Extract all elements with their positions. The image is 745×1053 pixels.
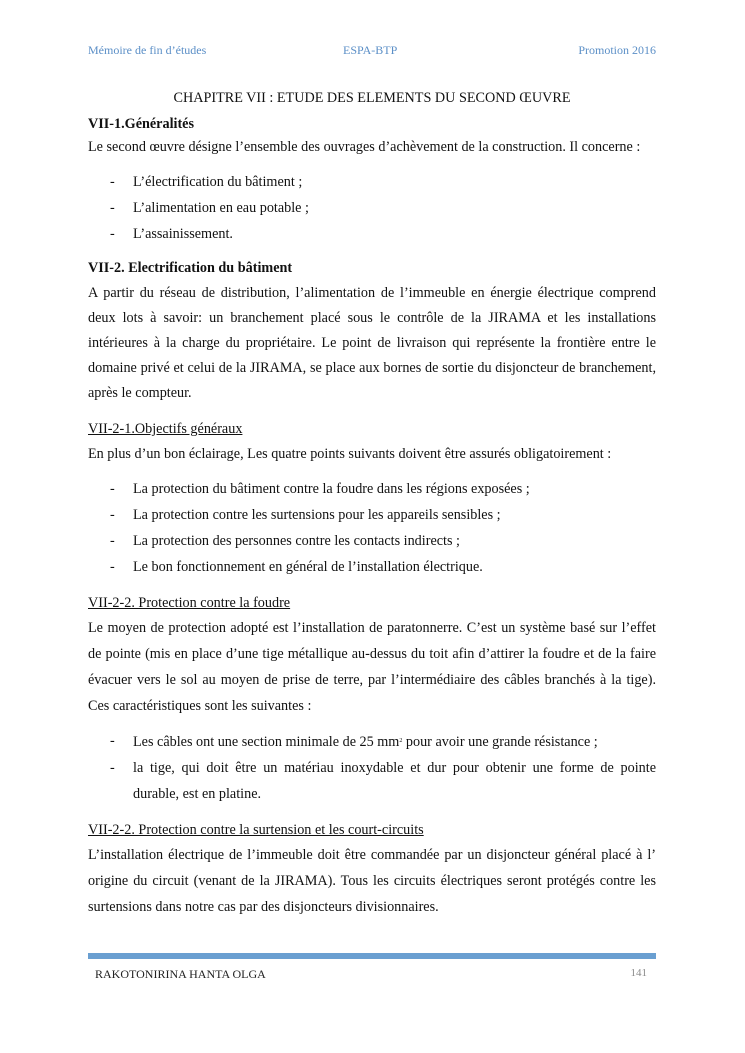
list-item: - L’assainissement. <box>88 221 656 247</box>
dash-bullet: - <box>110 507 115 523</box>
dash-bullet: - <box>110 481 115 497</box>
header-left-text: Mémoire de fin d’études <box>88 43 207 57</box>
superscript-2: 2 <box>399 738 403 744</box>
list-item: - Le bon fonctionnement en général de l’installation électrique. <box>88 554 656 580</box>
dash-bullet: - <box>110 760 115 776</box>
paragraph-foudre: Le moyen de protection adopté est l’installation de paratonnerre. C’est un système basé sur l’effet de pointe (mis en place d’une tige métallique au-dessus du toit afin d’attirer la foudre et de la faire évacuer vers le sol au moyen de prise de terre, par l’intermédiaire des câbles branchés à la tige). Ces caractéristiques sont les suivantes : <box>88 620 656 714</box>
subsection-title-objectifs: VII-2-1.Objectifs généraux <box>88 421 243 437</box>
footer-divider <box>88 953 656 959</box>
paragraph-electrification: A partir du réseau de distribution, l’alimentation de l’immeuble en énergie électrique comprend deux lots à savoir: un branchement placé sous le contrôle de la JIRAMA et les installations intérieures à la charge du propriétaire. Le point de livraison qui représente la frontière entre le domaine privé et celui de la JIRAMA, se place aux bornes de sortie du disjoncteur de branchement, après le compteur. <box>88 285 656 401</box>
section-title-electrification: VII-2. Electrification du bâtiment <box>88 260 293 276</box>
header-right-text: Promotion 2016 <box>578 43 656 57</box>
footer-author: RAKOTONIRINA HANTA OLGA <box>95 967 266 981</box>
header-center-text: ESPA-BTP <box>343 43 398 57</box>
list-item: - L’alimentation en eau potable ; <box>88 195 656 221</box>
dash-bullet: - <box>110 559 115 575</box>
paragraph-generalites: Le second œuvre désigne l’ensemble des ouvrages d’achèvement de la construction. Il concerne : <box>88 139 641 155</box>
page-number: 141 <box>630 967 647 979</box>
section-title-generalites: VII-1.Généralités <box>88 116 194 132</box>
dash-bullet: - <box>110 200 115 216</box>
dash-bullet: - <box>110 174 115 190</box>
list-objectifs <box>88 476 656 580</box>
subsection-title-surtension: VII-2-2. Protection contre la surtension et les court-circuits <box>88 822 424 838</box>
dash-bullet: - <box>110 226 115 242</box>
dash-bullet: - <box>110 533 115 549</box>
dash-bullet: - <box>110 733 115 749</box>
list-item: - Les câbles ont une section minimale de 25 $mm^2$ pour avoir une grande résistance ; <box>88 728 656 755</box>
list-item: - L’électrification du bâtiment ; <box>88 169 656 195</box>
page-content <box>88 88 656 920</box>
list-item: - la tige, qui doit être un matériau inoxydable et dur pour obtenir une forme de pointe durable, est en platine. <box>88 755 656 807</box>
paragraph-objectifs: En plus d’un bon éclairage, Les quatre points suivants doivent être assurés obligatoirement : <box>88 446 612 462</box>
list-item: - La protection contre les surtensions pour les appareils sensibles ; <box>88 502 656 528</box>
chapter-title: CHAPITRE VII : ETUDE DES ELEMENTS DU SECOND ŒUVRE <box>173 90 571 106</box>
list-caracteristiques <box>88 728 656 807</box>
paragraph-surtension: L’installation électrique de l’immeuble doit être commandée par un disjoncteur général placé à l’ origine du circuit (venant de la JIRAMA). Tous les circuits électriques seront protégés contre les surtensions dans notre cas par des disjoncteurs divisionnaires. <box>88 847 656 915</box>
list-item: - La protection du bâtiment contre la foudre dans les régions exposées ; <box>88 476 656 502</box>
list-item: - La protection des personnes contre les contacts indirects ; <box>88 528 656 554</box>
list-second-oeuvre <box>88 169 656 247</box>
subsection-title-foudre: VII-2-2. Protection contre la foudre <box>88 595 291 611</box>
page-header <box>88 43 656 61</box>
